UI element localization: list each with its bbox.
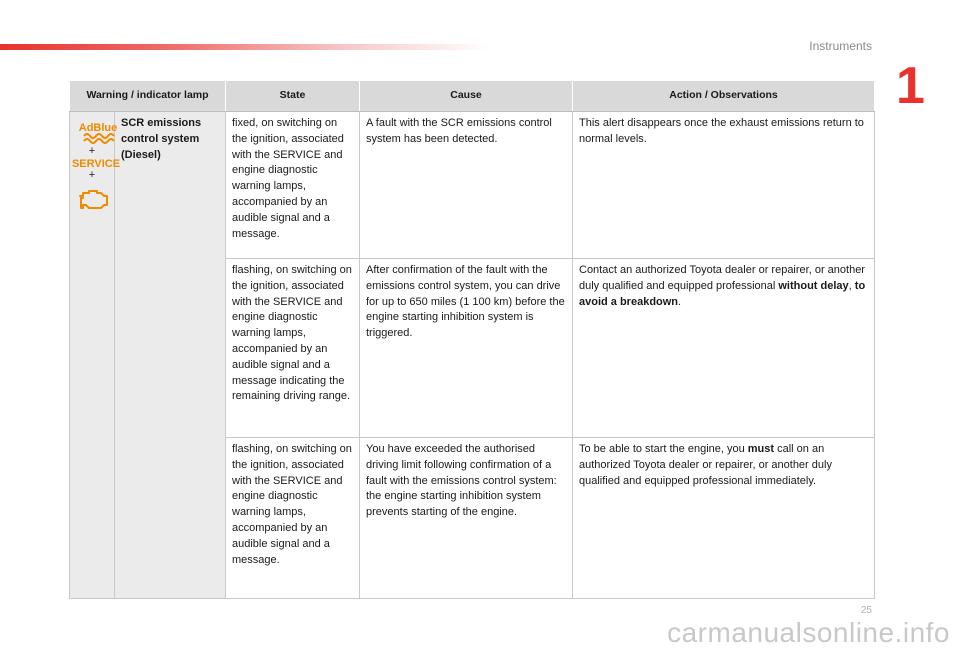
- action-text: To be able to start the engine, you: [579, 443, 748, 455]
- action-cell: This alert disappears once the exhaust emissions return to normal levels.: [573, 112, 875, 259]
- column-header-action: Action / Observations: [573, 81, 875, 112]
- action-emphasis: must: [747, 443, 775, 455]
- lamp-name: SCR emissions control system (Diesel): [115, 112, 226, 599]
- action-emphasis: to avoid a breakdown: [579, 279, 866, 308]
- chapter-number: 1: [896, 57, 925, 115]
- lamp-icons-cell: [70, 112, 121, 599]
- page-number: 25: [860, 605, 872, 616]
- column-header-cause: Cause: [360, 81, 573, 112]
- header-accent-bar: [0, 44, 490, 50]
- section-title: Instruments: [809, 39, 872, 53]
- action-emphasis: without delay: [778, 279, 849, 292]
- action-cell: [573, 259, 875, 438]
- warning-lamp-table: [69, 80, 875, 599]
- action-text: ,: [848, 279, 855, 292]
- state-cell: flashing, on switching on the ignition, associated with the SERVICE and engine diagnostic warning lamps, accompanied by an audible signal and a message indicating the remaining driving range.: [226, 259, 360, 438]
- cause-cell: You have exceeded the authorised driving limit following confirmation of a fault with the emissions control system: the engine starting inhibition system prevents starting of the engine.: [360, 438, 573, 599]
- column-header-state: State: [226, 81, 360, 112]
- service-icon-text: SERVICE: [71, 158, 121, 170]
- service-icon: [71, 156, 121, 170]
- action-text: .: [678, 295, 682, 308]
- state-cell: flashing, on switching on the ignition, associated with the SERVICE and engine diagnostic warning lamps, accompanied by an audible signal and a message.: [226, 438, 360, 599]
- adblue-icon: [76, 120, 120, 146]
- plus-sign: +: [88, 145, 96, 157]
- column-header-lamp: Warning / indicator lamp: [70, 81, 226, 112]
- cause-cell: A fault with the SCR emissions control system has been detected.: [360, 112, 573, 259]
- engine-icon: [76, 188, 110, 210]
- adblue-icon-text: AdBlue: [78, 122, 118, 134]
- table-row: [70, 112, 875, 259]
- cause-cell: After confirmation of the fault with the emissions control system, you can drive for up to 650 miles (1 100 km) before the engine starting inhibition system is triggered.: [360, 259, 573, 438]
- plus-sign: +: [88, 169, 96, 181]
- state-cell: fixed, on switching on the ignition, associated with the SERVICE and engine diagnostic warning lamps, accompanied by an audible signal and a message.: [226, 112, 360, 259]
- action-text: Contact an authorized Toyota dealer or repairer, or another duly qualified and equipped professional: [579, 264, 865, 292]
- table-header-row: [70, 81, 875, 112]
- watermark: carmanualsonline.info: [667, 617, 950, 648]
- action-text: call on an authorized Toyota dealer or repairer, or another duly qualified and equipped professional immediately.: [579, 443, 832, 487]
- action-cell: [573, 438, 875, 599]
